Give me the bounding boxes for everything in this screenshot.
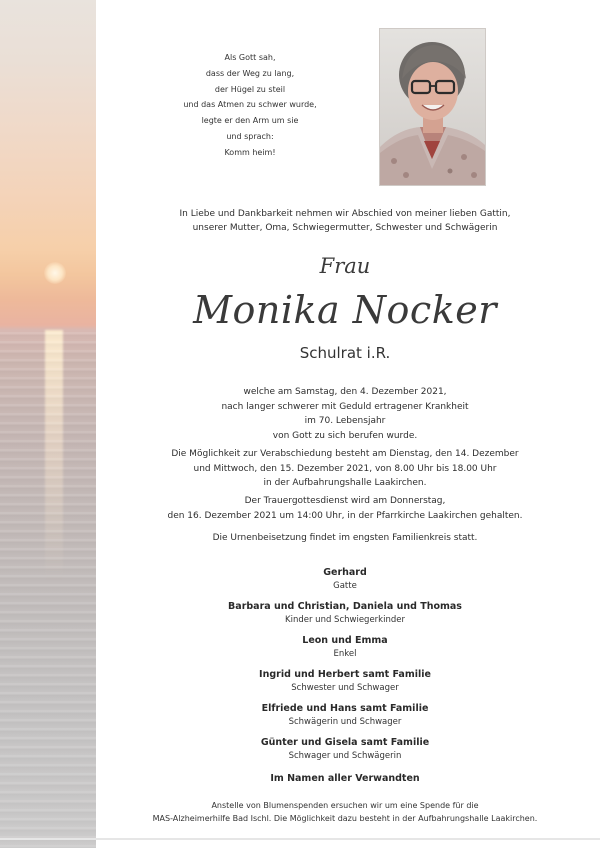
mourner-names: Leon und Emma — [302, 635, 388, 646]
mourner-group — [110, 600, 580, 627]
sunset-sea-image — [0, 0, 96, 848]
poem-line: Als Gott sah, — [224, 53, 276, 62]
death-notice-line: im 70. Lebensjahr — [304, 416, 386, 427]
mourner-names: Barbara und Christian, Daniela und Thomas — [228, 601, 462, 612]
poem-line: der Hügel zu steil — [214, 84, 286, 94]
mourner-relation: Kinder und Schwiegerkinder — [285, 615, 405, 625]
salutation: Frau — [319, 254, 371, 278]
poem — [150, 50, 350, 161]
water-ripples — [0, 332, 96, 848]
mourner-relation: Schwägerin und Schwager — [288, 717, 402, 727]
service-line: Der Trauergottesdienst wird am Donnerstag, — [244, 496, 446, 506]
poem-line: Komm heim! — [224, 147, 276, 157]
mourner-relation: Gatte — [333, 581, 357, 591]
funeral-service — [110, 494, 580, 523]
mourner-names: Gerhard — [323, 567, 367, 578]
deceased-title: Schulrat i.R. — [299, 344, 391, 362]
mourner-relation: Enkel — [333, 649, 357, 659]
deceased-name: Monika Nocker — [193, 288, 497, 332]
farewell-line: Die Möglichkeit zur Verabschiedung besteht am Dienstag, den 14. Dezember — [171, 449, 519, 459]
intro-line: unserer Mutter, Oma, Schwiegermutter, Schwester und Schwägerin — [192, 223, 498, 233]
mourner-group — [110, 702, 580, 729]
urn-burial — [110, 531, 580, 546]
service-line: den 16. Dezember 2021 um 14:00 Uhr, in der Pfarrkirche Laakirchen gehalten. — [167, 510, 523, 521]
portrait-photo — [379, 28, 486, 186]
farewell-line: in der Aufbahrungshalle Laakirchen. — [263, 478, 427, 489]
poem-line: legte er den Arm um sie — [201, 116, 299, 126]
farewell-info — [110, 447, 580, 491]
poem-line: dass der Weg zu lang, — [205, 68, 295, 78]
mourner-names: Günter und Gisela samt Familie — [260, 737, 430, 748]
donation-line: Anstelle von Blumenspenden ersuchen wir um eine Spende für die — [211, 801, 479, 810]
poem-line: und das Atmen zu schwer wurde, — [183, 100, 317, 110]
closing-line: Im Namen aller Verwandten — [270, 773, 420, 784]
mourner-relation: Schwester und Schwager — [291, 683, 399, 693]
urn-line: Die Urnenbeisetzung findet im engsten Familienkreis statt. — [212, 533, 478, 543]
intro-line: In Liebe und Dankbarkeit nehmen wir Abschied von meiner lieben Gattin, — [179, 209, 511, 219]
scan-edge — [0, 838, 600, 840]
poem-line: und sprach: — [226, 131, 274, 141]
mourner-group — [110, 668, 580, 695]
death-notice — [110, 385, 580, 443]
mourner-group — [110, 566, 580, 593]
mourner-group — [110, 736, 580, 763]
mourner-relation: Schwager und Schwägerin — [288, 751, 402, 761]
introduction — [120, 207, 570, 235]
mourner-names: Elfriede und Hans samt Familie — [261, 703, 429, 714]
farewell-line: und Mittwoch, den 15. Dezember 2021, von 8.00 Uhr bis 18.00 Uhr — [193, 463, 497, 474]
death-notice-line: nach langer schwerer mit Geduld ertragener Krankheit — [221, 401, 469, 412]
death-notice-line: von Gott zu sich berufen wurde. — [272, 430, 418, 441]
donation-note — [110, 799, 580, 825]
mourner-names: Ingrid und Herbert samt Familie — [259, 669, 431, 680]
donation-line: MAS-Alzheimerhilfe Bad Ischl. Die Möglichkeit dazu besteht in der Aufbahrungshalle Laakirchen. — [152, 814, 538, 823]
death-notice-line: welche am Samstag, den 4. Dezember 2021, — [243, 387, 447, 397]
mourner-group — [110, 634, 580, 661]
